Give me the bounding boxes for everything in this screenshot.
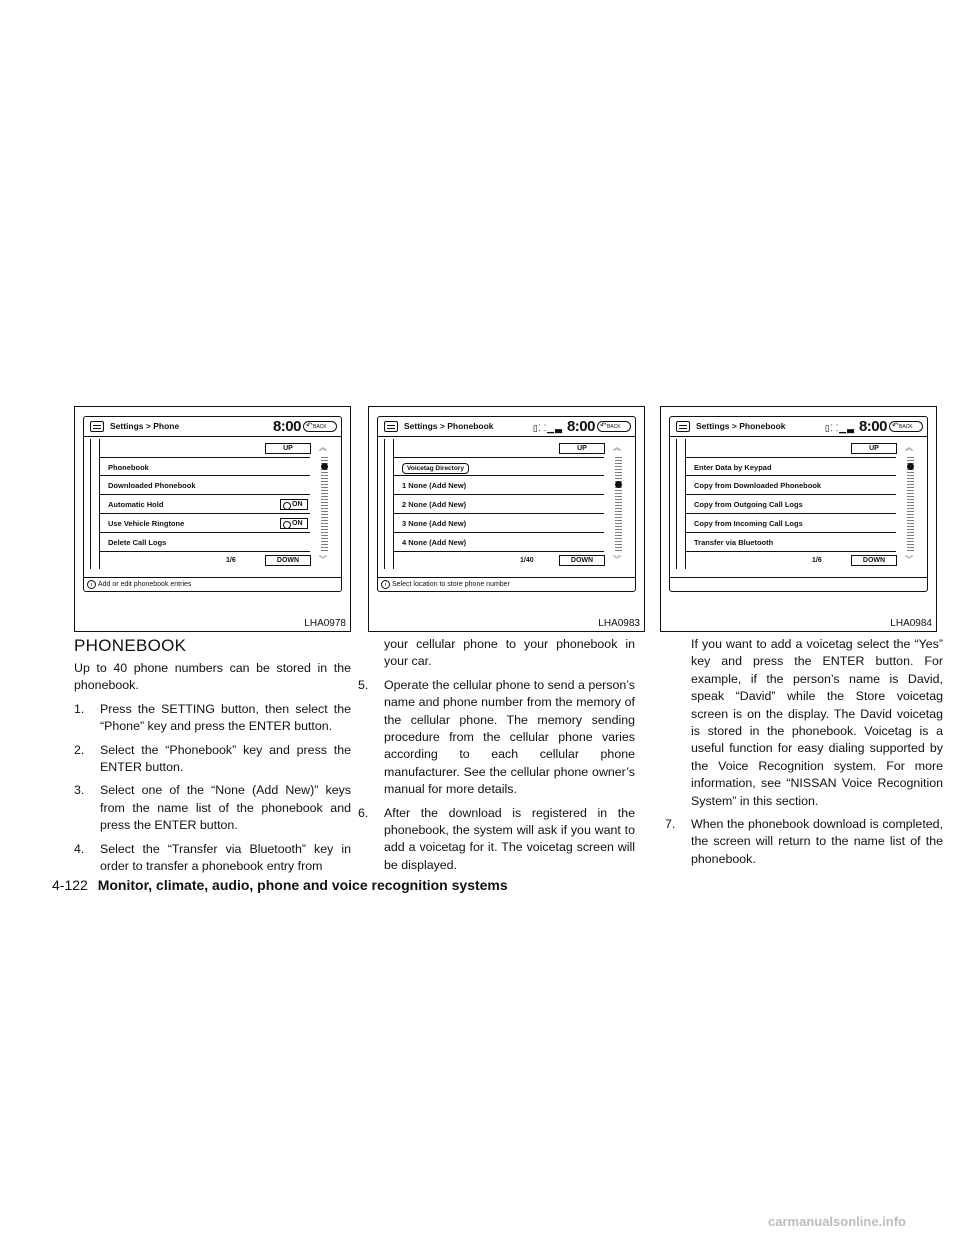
display-screen bbox=[669, 416, 928, 592]
menu-item-label: Transfer via Bluetooth bbox=[694, 538, 774, 547]
step-4-continuation: your cellular phone to your phonebook in your car. bbox=[384, 637, 635, 669]
menu-item-label: Use Vehicle Ringtone bbox=[108, 519, 185, 528]
step-text: Select the “Transfer via Bluetooth” key in order to transfer a phonebook entry from bbox=[100, 841, 351, 874]
menu-item-label: Delete Call Logs bbox=[108, 538, 167, 547]
menu-item-label: Copy from Downloaded Phonebook bbox=[694, 481, 822, 490]
step-number: 2. bbox=[74, 742, 85, 757]
step-number: 5. bbox=[358, 677, 369, 692]
scrollbar[interactable] bbox=[907, 457, 914, 553]
section-title: PHONEBOOK bbox=[74, 636, 187, 655]
down-button[interactable]: DOWN bbox=[559, 555, 605, 566]
figure-settings-phonebook-voicetag bbox=[368, 406, 645, 632]
menu-item-label: Phonebook bbox=[108, 463, 149, 472]
list-item-label: 1 None (Add New) bbox=[402, 481, 467, 490]
screen-footer bbox=[84, 577, 341, 591]
footer-hint: Add or edit phonebook entries bbox=[98, 581, 192, 588]
page-indicator: 1/6 bbox=[226, 557, 236, 564]
back-button[interactable]: ↶ BACK bbox=[889, 421, 923, 432]
figure-settings-phone bbox=[74, 406, 351, 632]
scrollbar[interactable] bbox=[615, 457, 622, 553]
display-screen bbox=[377, 416, 636, 592]
voicetag-directory-row bbox=[394, 457, 604, 476]
info-icon: i bbox=[381, 580, 390, 589]
scroll-thumb[interactable] bbox=[907, 463, 914, 470]
step-text: Press the SETTING button, then select the “Phone” key and press the ENTER button. bbox=[100, 701, 351, 734]
menu-item-downloaded-phonebook[interactable] bbox=[100, 476, 310, 495]
chapter-title: Monitor, climate, audio, phone and voice recognition systems bbox=[97, 877, 508, 893]
menu-item-label: Copy from Outgoing Call Logs bbox=[694, 500, 803, 509]
screen-title: Settings > Phonebook bbox=[696, 421, 786, 431]
menu-list bbox=[686, 457, 896, 552]
footer-hint: Select location to store phone number bbox=[392, 581, 510, 588]
list-item-label: 2 None (Add New) bbox=[402, 500, 467, 509]
chevron-up-icon: ︽ bbox=[905, 443, 913, 452]
scroll-thumb[interactable] bbox=[615, 481, 622, 488]
step-6-continuation: If you want to add a voicetag select the “Yes” key and press the ENTER button. For example, if the person’s name is David, speak “David” while the Store voicetag screen is on the display. The David voicetag is stored in the phonebook. Voicetag is a useful function for easy dialing supported by the Voice Recognition system. For more information, see “NISSAN Voice Recognition System” in this section. bbox=[691, 637, 943, 808]
screen-header bbox=[670, 417, 927, 437]
list-item-label: 4 None (Add New) bbox=[402, 538, 467, 547]
voicetag-directory-chip[interactable]: Voicetag Directory bbox=[402, 463, 469, 474]
menu-item-enter-data-by-keypad[interactable] bbox=[686, 457, 896, 476]
scrollbar[interactable] bbox=[321, 457, 328, 553]
step-text: When the phonebook download is completed, the screen will return to the name list of the phonebook. bbox=[691, 817, 943, 866]
menu-item-delete-call-logs[interactable] bbox=[100, 533, 310, 552]
display-screen bbox=[83, 416, 342, 592]
menu-item-transfer-via-bluetooth[interactable] bbox=[686, 533, 896, 552]
signal-icon: ▯⸬▁▃ bbox=[824, 424, 855, 434]
signal-icon: ▯⸬▁▃ bbox=[532, 424, 563, 434]
chevron-down-icon: ︾ bbox=[319, 555, 327, 564]
menu-icon bbox=[90, 421, 104, 432]
decorative-lines bbox=[384, 439, 394, 569]
page-number: 4-122 bbox=[52, 877, 88, 893]
screen-footer bbox=[378, 577, 635, 591]
menu-item-use-vehicle-ringtone[interactable] bbox=[100, 514, 310, 533]
chevron-down-icon: ︾ bbox=[613, 555, 621, 564]
up-button[interactable]: UP bbox=[265, 443, 311, 454]
figure-code: LHA0983 bbox=[598, 618, 640, 629]
menu-item-automatic-hold[interactable] bbox=[100, 495, 310, 514]
decorative-lines bbox=[676, 439, 686, 569]
menu-item-copy-incoming-call-logs[interactable] bbox=[686, 514, 896, 533]
info-icon: i bbox=[87, 580, 96, 589]
clock: 8:00 bbox=[858, 418, 887, 435]
screen-header bbox=[84, 417, 341, 437]
step-2 bbox=[74, 742, 351, 777]
step-number: 7. bbox=[665, 817, 676, 832]
toggle-automatic-hold[interactable]: ON bbox=[280, 499, 308, 510]
decorative-lines bbox=[90, 439, 100, 569]
menu-item-label: Automatic Hold bbox=[108, 500, 164, 509]
page-indicator: 1/6 bbox=[812, 557, 822, 564]
screen-title: Settings > Phone bbox=[110, 421, 180, 431]
text-column-2 bbox=[358, 636, 635, 880]
text-column-1 bbox=[74, 660, 351, 881]
menu-item-phonebook[interactable] bbox=[100, 457, 310, 476]
list-item[interactable] bbox=[394, 476, 604, 495]
menu-list bbox=[394, 457, 604, 552]
up-button[interactable]: UP bbox=[559, 443, 605, 454]
toggle-vehicle-ringtone[interactable]: ON bbox=[280, 518, 308, 529]
clock: 8:00 bbox=[272, 418, 301, 435]
step-1 bbox=[74, 701, 351, 736]
menu-item-copy-outgoing-call-logs[interactable] bbox=[686, 495, 896, 514]
menu-icon bbox=[676, 421, 690, 432]
menu-item-label: Copy from Incoming Call Logs bbox=[694, 519, 803, 528]
text-column-3 bbox=[665, 636, 943, 874]
figure-code: LHA0978 bbox=[304, 618, 346, 629]
page-indicator: 1/40 bbox=[520, 557, 534, 564]
step-text: Select the “Phonebook” key and press the ENTER button. bbox=[100, 742, 351, 775]
down-button[interactable]: DOWN bbox=[851, 555, 897, 566]
step-number: 6. bbox=[358, 805, 369, 820]
menu-icon bbox=[384, 421, 398, 432]
up-button[interactable]: UP bbox=[851, 443, 897, 454]
down-button[interactable]: DOWN bbox=[265, 555, 311, 566]
step-5 bbox=[358, 677, 635, 799]
menu-item-label: Downloaded Phonebook bbox=[108, 481, 196, 490]
intro-paragraph: Up to 40 phone numbers can be stored in the phonebook. bbox=[74, 661, 351, 693]
step-number: 3. bbox=[74, 783, 85, 798]
step-text: Select one of the “None (Add New)” keys from the name list of the phonebook and press the ENTER button. bbox=[100, 783, 351, 833]
step-number: 1. bbox=[74, 701, 85, 716]
step-7 bbox=[665, 816, 943, 868]
step-6 bbox=[358, 805, 635, 875]
step-text: After the download is registered in the phonebook, the system will ask if you want to add a voicetag for it. The voicetag screen will be displayed. bbox=[384, 805, 635, 872]
menu-list bbox=[100, 457, 310, 552]
back-button[interactable]: ↶ BACK bbox=[303, 421, 337, 432]
chevron-down-icon: ︾ bbox=[905, 555, 913, 564]
list-item-label: 3 None (Add New) bbox=[402, 519, 467, 528]
chevron-up-icon: ︽ bbox=[319, 443, 327, 452]
chevron-up-icon: ︽ bbox=[613, 443, 621, 452]
page-footer bbox=[52, 877, 508, 893]
menu-item-copy-downloaded-phonebook[interactable] bbox=[686, 476, 896, 495]
list-item[interactable] bbox=[394, 533, 604, 552]
watermark: carmanualsonline.info bbox=[768, 1214, 906, 1229]
screen-footer bbox=[670, 577, 927, 591]
screen-title: Settings > Phonebook bbox=[404, 421, 494, 431]
list-item[interactable] bbox=[394, 514, 604, 533]
figure-code: LHA0984 bbox=[890, 618, 932, 629]
clock: 8:00 bbox=[566, 418, 595, 435]
back-button[interactable]: ↶ BACK bbox=[597, 421, 631, 432]
step-4 bbox=[74, 841, 351, 876]
menu-item-label: Enter Data by Keypad bbox=[694, 463, 772, 472]
list-item[interactable] bbox=[394, 495, 604, 514]
step-text: Operate the cellular phone to send a person’s name and phone number from the memory of the cellular phone. The memory sending procedure from the cellular phone varies according to each cellular phone manufacturer. See the cellular phone owner’s manual for more details. bbox=[384, 677, 635, 797]
screen-header bbox=[378, 417, 635, 437]
figure-settings-phonebook-add bbox=[660, 406, 937, 632]
step-3 bbox=[74, 782, 351, 834]
scroll-thumb[interactable] bbox=[321, 463, 328, 470]
step-number: 4. bbox=[74, 841, 85, 856]
